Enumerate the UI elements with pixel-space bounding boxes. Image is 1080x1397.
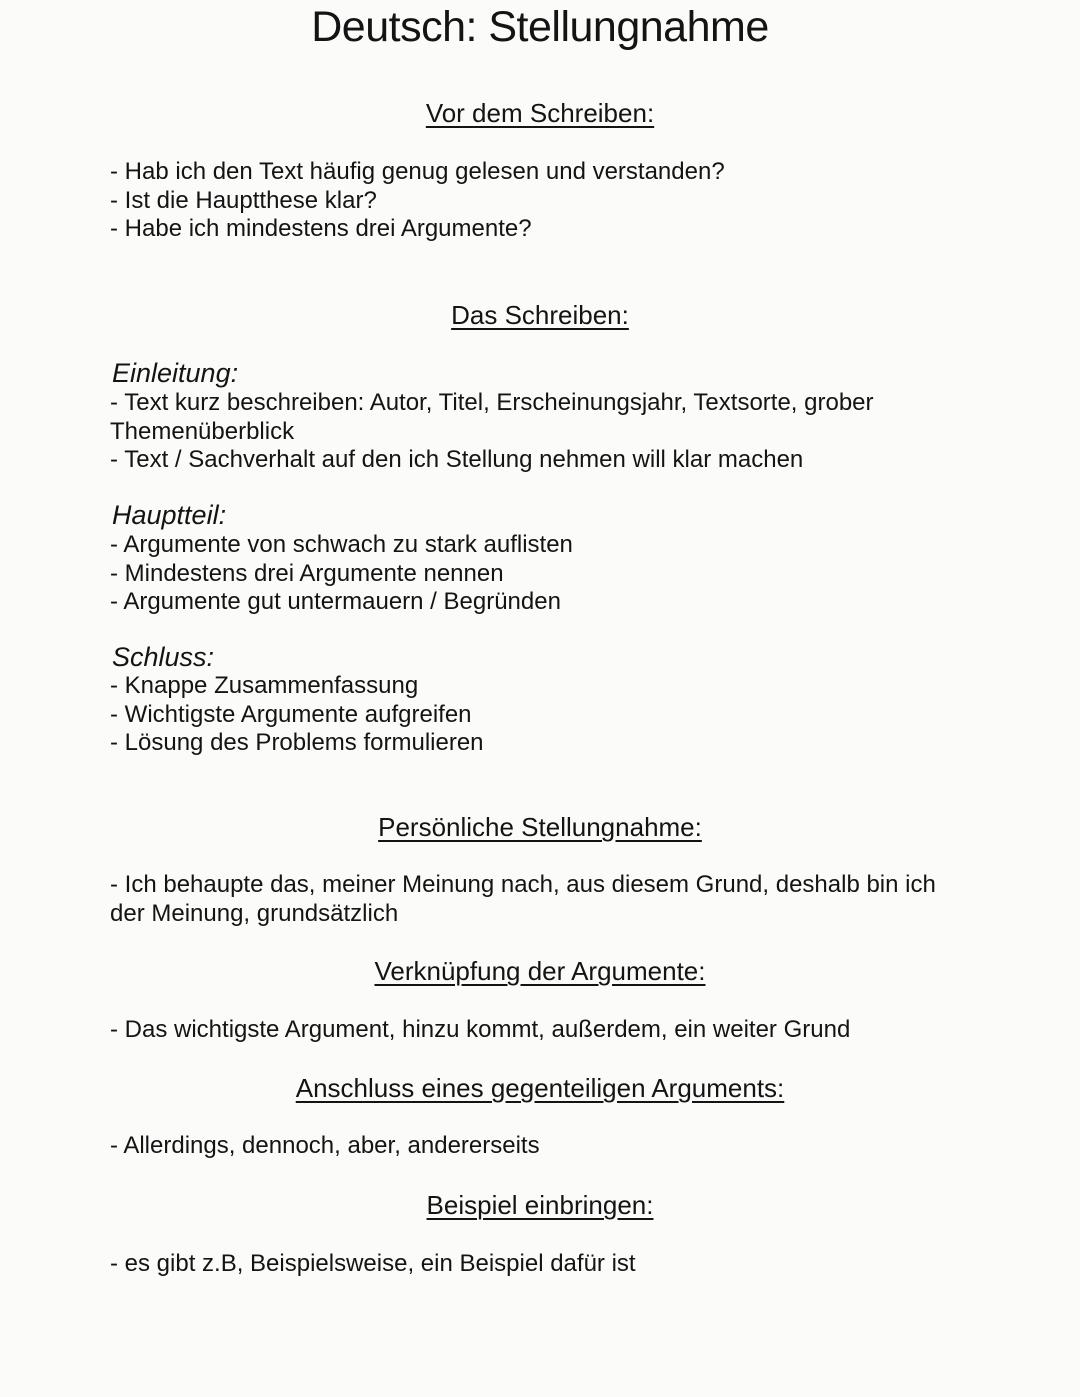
- list-schluss: [110, 672, 970, 758]
- list-hauptteil: [110, 531, 970, 617]
- list-einleitung: [110, 389, 910, 475]
- list-item: - Habe ich mindestens drei Argumente?: [110, 215, 532, 242]
- label-einleitung: Einleitung:: [112, 358, 239, 388]
- list-item: - Argumente von schwach zu stark auflisten: [110, 531, 573, 558]
- heading-persoenliche-stellungnahme: [0, 812, 1080, 842]
- list-item: - Knappe Zusammenfassung: [110, 672, 419, 699]
- heading-vor-dem-schreiben: [0, 98, 1080, 128]
- heading-verknuepfung-text: Verknüpfung der Argumente:: [374, 956, 706, 986]
- label-schluss: Schluss:: [112, 642, 215, 672]
- heading-vor-dem-schreiben-text: Vor dem Schreiben:: [425, 98, 655, 128]
- list-vor-dem-schreiben: [110, 158, 970, 244]
- list-item: - Text / Sachverhalt auf den ich Stellung nehmen will klar machen: [110, 446, 804, 473]
- page-title: Deutsch: Stellungnahme: [311, 3, 769, 51]
- list-item: - Text kurz beschreiben: Autor, Titel, Erscheinungsjahr, Textsorte, grober Themenüberblick: [110, 389, 874, 445]
- list-item: - Argumente gut untermauern / Begründen: [110, 588, 561, 615]
- heading-verknuepfung: [0, 956, 1080, 986]
- heading-beispiel-text: Beispiel einbringen:: [426, 1190, 654, 1220]
- label-hauptteil: Hauptteil:: [112, 500, 227, 530]
- heading-beispiel: [0, 1190, 1080, 1220]
- text-anschluss: - Allerdings, dennoch, aber, andererseits: [110, 1132, 540, 1159]
- list-item: - Wichtigste Argumente aufgreifen: [110, 700, 472, 728]
- heading-das-schreiben: [0, 300, 1080, 330]
- text-verknuepfung: - Das wichtigste Argument, hinzu kommt, außerdem, ein weiter Grund: [110, 1016, 851, 1043]
- heading-das-schreiben-text: Das Schreiben:: [451, 300, 629, 330]
- list-item: - Ist die Hauptthese klar?: [110, 186, 377, 214]
- list-item: - Hab ich den Text häufig genug gelesen und verstanden?: [110, 158, 725, 185]
- heading-anschluss-text: Anschluss eines gegenteiligen Arguments:: [295, 1073, 785, 1103]
- list-item: - Mindestens drei Argumente nennen: [110, 559, 504, 587]
- heading-anschluss: [0, 1073, 1080, 1103]
- text-beispiel: - es gibt z.B, Beispielsweise, ein Beispiel dafür ist: [110, 1250, 636, 1277]
- heading-persoenliche-stellungnahme-text: Persönliche Stellungnahme:: [378, 812, 702, 842]
- list-item: - Lösung des Problems formulieren: [110, 729, 484, 756]
- text-persoenliche-stellungnahme: - Ich behaupte das, meiner Meinung nach, aus diesem Grund, deshalb bin ich der Meinung, grundsätzlich: [110, 871, 936, 927]
